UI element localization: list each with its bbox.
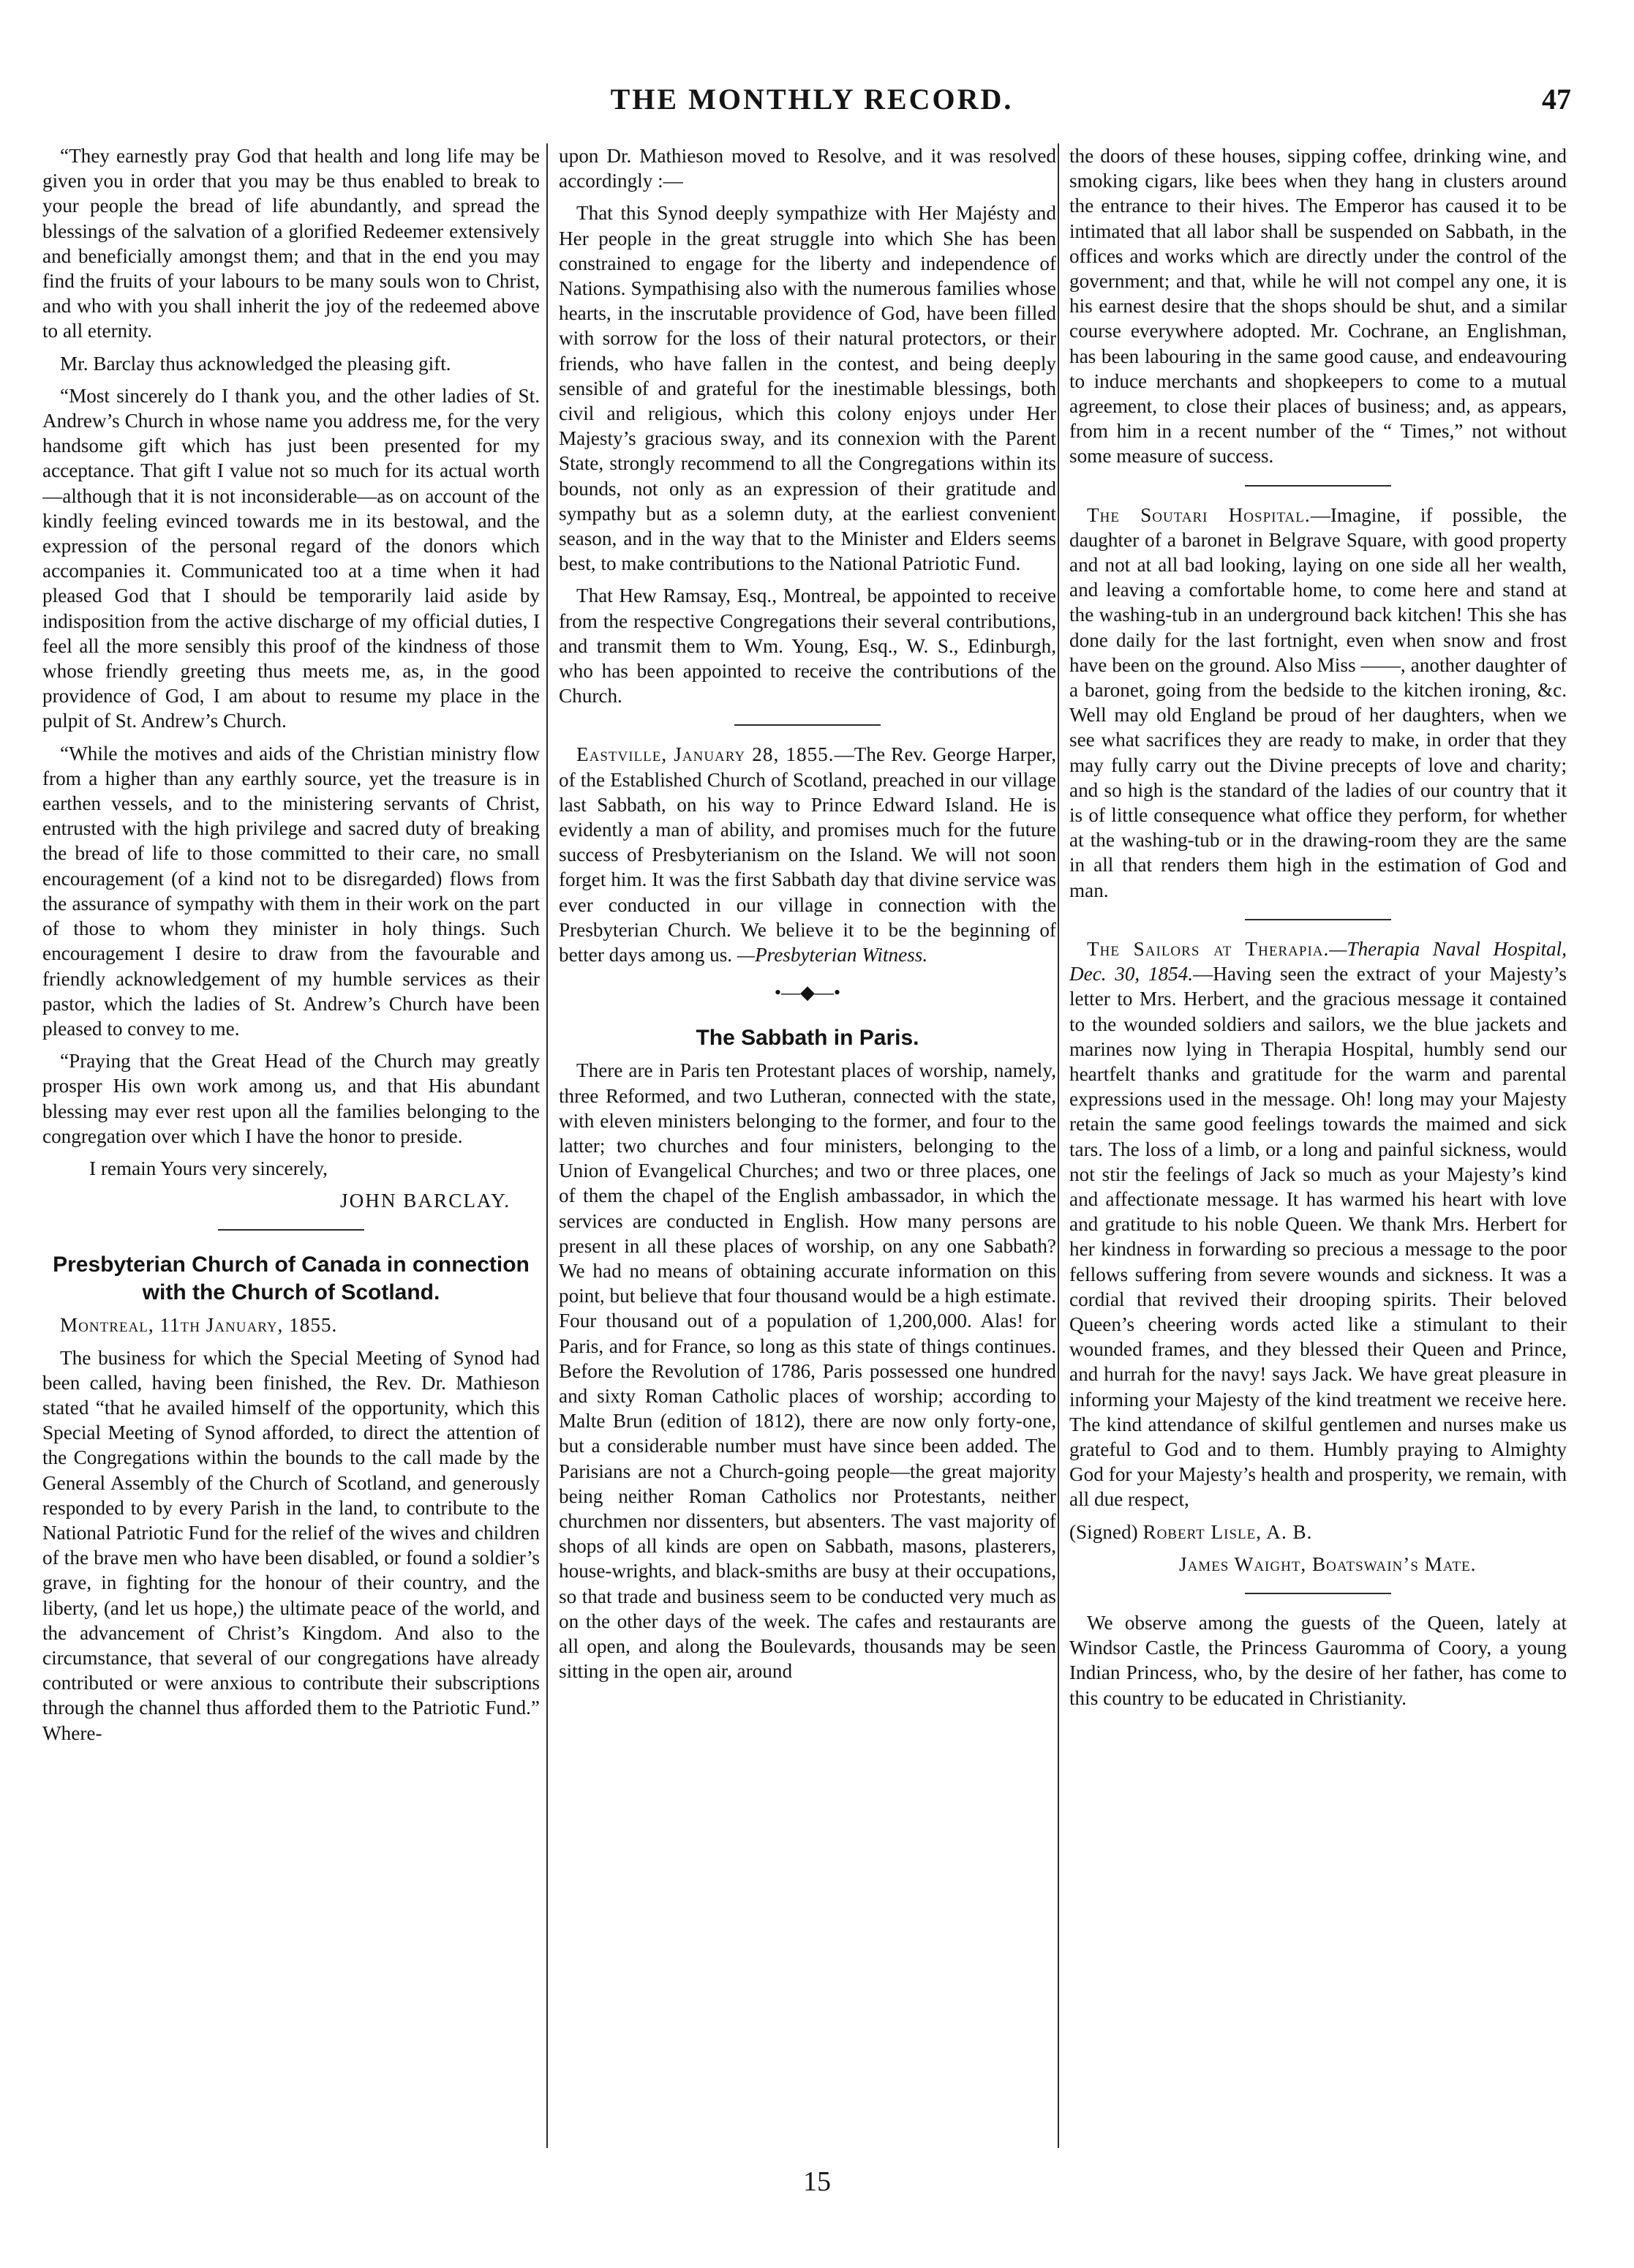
folio-number: 15 xyxy=(803,2166,831,2197)
resolution-paragraph: That this Synod deeply sympathize with Her Majésty and Her people in the great struggle into which She has been constrained to engage for the liberty and independence of Nations. Sympathising also with the numerous families whose hearts, in the inscrutable providence of God, have been filled with sorrow for the loss of their natural protectors, or their friends, who have fallen in the contest, and being deeply sensible of and grateful for the inestimable blessings, both civil and religious, which this colony enjoys under Her Majesty’s gracious sway, and its connexion with the Parent State, strongly recommend to all the Congregations within its bounds, not only as an expression of their gratitude and sympathy but as a solemn duty, at the earliest convenient season, and in the way that to the Minister and Elders seems best, to make contributions to the National Patriotic Fund. xyxy=(559,202,1056,575)
letter-closing: I remain Yours very sincerely, xyxy=(89,1157,328,1179)
signer-name: Robert Lisle, A. B. xyxy=(1142,1520,1313,1543)
column-right xyxy=(1069,143,1567,2133)
eastville-text: —The Rev. George Harper, of the Established Church of Scotland, preached in our village last Sabbath, on his way to Prince Edward Island. He is evidently a man of ability, and promises much for the future success of Presbyterianism on the Island. We will not soon forget him. It was the first Sabbath day that divine service was ever conducted in our village in connection with the Presbyterian Church. We believe it to be the beginning of better days among us. xyxy=(559,743,1056,966)
address-paragraph: “They earnestly pray God that health and long life may be given you in order that you may be thus enabled to break to your people the bread of life abundantly, and spread the blessings of the salvation of a glorified Redeemer extensively and beneficially amongst them; and that in the end you may find the fruits of your labours to be many souls won to Christ, and who with you shall inherit the joy of the redeemed above to all eternity. xyxy=(42,145,540,342)
resolution-paragraph: That Hew Ramsay, Esq., Montreal, be appointed to receive from the respective Congregations their several contributions, and transmit them to Wm. Young, Esq., W. S., Edinburgh, who has been appointed to receive the contributions of the Church. xyxy=(559,585,1056,707)
signed-line xyxy=(1069,1520,1567,1544)
page-header xyxy=(44,82,1580,140)
sailors-subhead: —Therapia Naval Hospital, Dec. 30, 1854. xyxy=(1069,937,1567,985)
page-number: 47 xyxy=(1542,83,1571,116)
dateline: Montreal, 11th January, 1855. xyxy=(60,1314,338,1337)
separator-rule xyxy=(218,1229,364,1231)
reply-paragraph: “Most sincerely do I thank you, and the other ladies of St. Andrew’s Church in whose name you address me, for the very handsome gift which has just been presented for my acceptance. That gift I value not so much for its actual worth—although that it is not inconsiderable—as on account of the kindly feeling evinced towards me in its bestowal, and the expression of the personal regard of the donors which accompanies it. Communicated too at a time when it had pleased God that I should be temporarily laid aside by indisposition from the active discharge of my official duties, I feel all the more sensibly this proof of the kindness of those whose friendly greeting thus meets me, as, in the good providence of God, I am about to resume my place in the pulpit of St. Andrew’s Church. xyxy=(42,384,540,732)
article-heading-synod: Presbyterian Church of Canada in connection with the Church of Scotland. xyxy=(53,1253,530,1305)
acknowledgement-intro: Mr. Barclay thus acknowledged the pleasing gift. xyxy=(60,352,451,375)
ornament-divider: •—◆—• xyxy=(774,982,841,1004)
article-paragraph: the doors of these houses, sipping coffee, drinking wine, and smoking cigars, like bees when they hang in clusters around the entrance to their hives. The Emperor has caused it to be intimated that all labor shall be suspended on Sabbath, in the offices and works which are directly under the control of the government; and that, while he will not compel any one, it is his earnest desire that the shops should be shut, and a similar course everywhere adopted. Mr. Cochrane, an Englishman, has been labouring in the same good cause, and endeavouring to induce merchants and shopkeepers to come to a mutual agreement, to close their places of business; and, as appears, from him in a recent number of the “ Times,” not without some measure of success. xyxy=(1069,145,1567,468)
article-paragraph: There are in Paris ten Protestant places of worship, namely, three Reformed, and two Lutheran, connected with the state, with eleven ministers belonging to the former, and four to the latter; two churches and four ministers, belonging to the Union of Evangelical Churches; and two or three places, one of them the chapel of the English ambassador, in which the services are conducted in English. How many persons are present in all these places of worship, on any one Sabbath? We had no means of obtaining accurate information on this point, but believe that four thousand would be a high estimate. Four thousand out of a population of 1,200,000. Alas! for Paris, and for France, so long as this state of things continues. Before the Revolution of 1786, Paris possessed one hundred and sixty Roman Catholic places of worship; according to Malte Brun (edition of 1812), there are now only forty-one, but a considerable number must have since been added. The Parisians are not a Church-going people—the great majority being neither Roman Catholics nor Protestants, neither churchmen nor dissenters, but absenters. The vast majority of shops of all kinds are open on Sabbath, masons, plasterers, house-wrights, and black-smiths are busy at their occupations, so that trade and business seem to be conducted very much as on the other days of the week. The cafes and restaurants are all open, and along the Boulevards, thousands may be seen sitting in the open air, around xyxy=(559,1059,1056,1683)
eastville-lead: Eastville, January 28, 1855. xyxy=(576,743,835,766)
soutari-text: —Imagine, if possible, the daughter of a baronet in Belgrave Square, with good property and not at all bad looking, laying on one side all her wealth, and leaving a comfortable home, to come here and stand at the washing-tub in an underground back kitchen! This she has done daily for the last fortnight, even when snow and frost have been on the ground. Also Miss ——, another daughter of a baronet, going from the bedside to the kitchen ironing, &c. Well may old England be proud of her daughters, when we see what sacrifices they are ready to make, in order that they may fully carry out the Divine precepts of love and charity; and so high is the standard of the ladies of our country that it is of little consequence what office they perform, for whether at the washing-tub or in the drawing-room they are the same in all that renders them high in the estimation of God and man. xyxy=(1069,503,1567,901)
article-paragraph: We observe among the guests of the Queen, lately at Windsor Castle, the Princess Gauromma of Coory, a young Indian Princess, who, by the desire of her father, has come to this country to be educated in Christianity. xyxy=(1069,1611,1567,1709)
source-credit: —Presbyterian Witness. xyxy=(737,944,928,966)
signed-label: (Signed) xyxy=(1069,1520,1138,1543)
soutari-paragraph xyxy=(1069,503,1567,903)
sailors-text: —Having seen the extract of your Majesty’s letter to Mrs. Herbert, and the gracious message it contained to the wounded soldiers and sailors, we the blue jackets and marines now lying in Therapia Hospital, humbly send our heartfelt thanks and gratitude for the warm and parental expressions used in the message. Oh! long may your Majesty retain the same good feelings towards the maimed and sick tars. The loss of a limb, or a long and painful sickness, would not stir the feelings of Jack so much as your Majesty’s kind and affectionate message. It has warmed his heart with love and gratitude to his noble Queen. We thank Mrs. Herbert for her kindness in forwarding so precious a message to the poor fellows suffering from severe wounds and sickness. It was a cordial that revived their drooping spirits. Their beloved Queen’s cheering words acted like a stimulant to their wounded frames, and they blessed their Queen and Prince, and hurrah for the navy! says Jack. We have great pleasure in informing your Majesty of the kind treatment we receive here. The kind attendance of skilful gentlemen and nurses make us grateful to God and to them. Humbly praying to Almighty God for your Majesty’s health and prosperity, we remain, with all due respect, xyxy=(1069,963,1567,1511)
sailors-lead: The Sailors at Therapia. xyxy=(1087,937,1330,960)
reply-paragraph: “While the motives and aids of the Christian ministry flow from a higher than any earthly source, yet the treasure is in earthen vessels, and to the ministering servants of Christ, entrusted with the high privilege and sacred duty of breaking the bread of life to those committed to their care, no small encouragement (of a kind not to be disregarded) flows from the assurance of sympathy with them in their work on the part of those to whom they minister in holy things. Such encouragement I desire to draw from the favourable and friendly acknowledgement of my humble services as their pastor, which the ladies of St. Andrew’s Church have been pleased to convey to me. xyxy=(42,742,540,1040)
separator-rule xyxy=(734,724,881,726)
column-left xyxy=(42,143,540,2133)
separator-rule xyxy=(1245,919,1391,920)
separator-rule xyxy=(1245,1593,1391,1594)
eastville-paragraph xyxy=(559,742,1056,967)
running-title: THE MONTHLY RECORD. xyxy=(610,83,1014,116)
column-rule-right xyxy=(1058,143,1059,2148)
separator-rule xyxy=(1245,485,1391,487)
signer-name: James Waight, Boatswain’s Mate. xyxy=(1179,1552,1477,1575)
soutari-lead: The Soutari Hospital. xyxy=(1087,503,1311,526)
column-rule-left xyxy=(546,143,548,2148)
article-paragraph: The business for which the Special Meeting of Synod had been called, having been finished, the Rev. Dr. Mathieson stated “that he availed himself of the opportunity, which this Special Meeting of Synod afforded, to direct the attention of the Congregations within the bounds to the call made by the General Assembly of the Church of Scotland, and generously responded to by every Parish in the land, to contribute to the National Patriotic Fund for the relief of the wives and children of the brave men who have been disabled, or found a soldier’s grave, in fighting for the honour of their country, and the liberty, (and let us hope,) the ultimate peace of the world, and the advancement of Christ’s Kingdom. And also to the circumstance, that several of our congregations have already contributed or were anxious to contribute their subscriptions through the channel thus afforded them to the Patriotic Fund.” Where- xyxy=(42,1346,540,1744)
letter-signature: JOHN BARCLAY. xyxy=(340,1190,511,1212)
article-paragraph: upon Dr. Mathieson moved to Resolve, and it was resolved accordingly :— xyxy=(559,145,1056,192)
article-heading-paris: The Sabbath in Paris. xyxy=(696,1026,919,1051)
reply-paragraph: “Praying that the Great Head of the Church may greatly prosper His own work among us, and that His abundant blessing may ever rest upon all the families belonging to the congregation over which I have the honor to preside. xyxy=(42,1050,540,1147)
sailors-paragraph xyxy=(1069,936,1567,1512)
column-middle xyxy=(559,143,1056,2133)
